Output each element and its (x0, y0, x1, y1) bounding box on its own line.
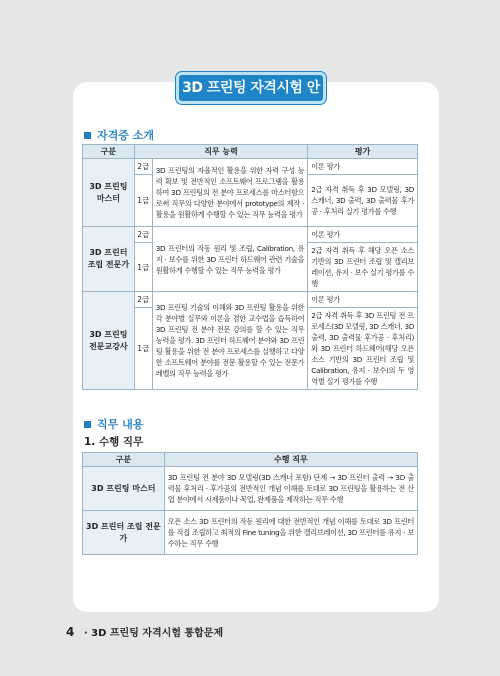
table-header-row (83, 145, 418, 159)
eval-cell: 이론 평가 (308, 227, 418, 243)
eval-cell: 2급 자격 취득 후 3D 모델링, 3D 스캐너, 3D 출력, 3D 출력물 후가공 · 후처리 실기 평가를 수행 (308, 175, 418, 227)
subsection-title: 1. 수행 직무 (84, 436, 144, 448)
level-cell: 1급 (134, 308, 152, 390)
duty-cell: 3D 프린팅 전 분야 3D 모델링(3D 스캐너 포함) 단계 → 3D 프린터 출력 → 3D 출력물 후처리 · 후가공의 전반적인 개념 이해를 토대로 3D 프린팅을 활용하는 전 산업 분야에서 시제품이나 목업, 완제품을 제작하는 직무 수행 (164, 467, 417, 511)
category-cell: 3D 프린팅 전문교강사 (83, 292, 135, 390)
ability-cell: 3D 프린팅 기술의 이해와 3D 프린팅 활용을 위한 각 분야별 실무와 이론을 겸한 교수법을 습득하여 3D 프린팅 전 분야 전문 강의를 할 수 있는 직무 능력을 평가. 3D 프린터 하드웨어 분야와 3D 프린팅 활용을 위한 전 분야 프로세스를 실행하고 다양한 소프트웨어 분야를 전문 활용할 수 있는 전문가 레벨의 직무 능력을 평가 (152, 292, 308, 390)
duty-cell: 오픈 소스 3D 프린터의 작동 원리에 대한 전반적인 개념 이해를 토대로 3D 프린터를 직접 조립하고 최적의 Fine tuning을 위한 캘리브레이션, 3D 프린터를 유지 · 보수하는 직무 수행 (164, 511, 417, 555)
category-cell: 3D 프린터 조립 전문가 (83, 227, 135, 292)
qualification-table (82, 144, 418, 390)
footer-separator: · (83, 628, 88, 639)
square-bullet-icon (84, 132, 91, 139)
level-cell: 2급 (134, 159, 152, 175)
level-cell: 2급 (134, 227, 152, 243)
eval-cell: 이론 평가 (308, 159, 418, 175)
section-duty-heading (84, 416, 143, 432)
level-cell: 1급 (134, 175, 152, 227)
category-cell: 3D 프린터 조립 전문가 (83, 511, 165, 555)
table-row (83, 227, 418, 243)
table-row (83, 511, 418, 555)
header-eval: 평가 (308, 145, 418, 159)
section-duty-title: 직무 내용 (97, 418, 144, 431)
section-qualification-title: 자격증 소개 (97, 129, 154, 142)
table-row (83, 467, 418, 511)
header-duty: 수행 직무 (164, 453, 417, 467)
page-title: 3D 프린팅 자격시험 안내 (176, 72, 326, 104)
table-row (83, 159, 418, 175)
header-category: 구분 (83, 453, 165, 467)
table-header-row (83, 453, 418, 467)
section-qualification-heading (84, 127, 154, 143)
header-category: 구분 (83, 145, 135, 159)
footer-text: 3D 프린팅 자격시험 통합문제 (91, 628, 224, 639)
table-row (83, 292, 418, 308)
eval-cell: 이론 평가 (308, 292, 418, 308)
level-cell: 2급 (134, 292, 152, 308)
category-cell: 3D 프린팅 마스터 (83, 467, 165, 511)
page-footer (66, 624, 223, 639)
category-cell: 3D 프린팅 마스터 (83, 159, 135, 227)
square-bullet-icon (84, 421, 91, 428)
page-number: 4 (66, 625, 75, 639)
ability-cell: 3D 프린터의 작동 원리 및 조립, Calibration, 유지 · 보수를 위한 3D 프린터 하드웨어 관련 기술을 원활하게 수행할 수 있는 직무 능력을 평가 (152, 227, 308, 292)
ability-cell: 3D 프린팅의 자율적인 활용을 위한 자력 구성 능력 확보 및 전반적인 소프트웨어 프로그램을 활용하여 3D 프린팅의 전 분야 프로세스를 마스터함으로써 직무의 다양한 분야에서 prototype의 제작 · 활용을 원활하게 수행할 수 있는 직무 능력을 평가 (152, 159, 308, 227)
duty-table (82, 452, 418, 555)
header-ability: 직무 능력 (134, 145, 307, 159)
level-cell: 1급 (134, 243, 152, 292)
eval-cell: 2급 자격 취득 후 3D 프린팅 전 프로세스(3D 모델링, 3D 스캐너, 3D 출력, 3D 출력물 후가공 · 후처리)와 3D 프린터 하드웨어(해당 오픈 소스 기반의 3D 프린터 조립 및 Calibration, 유지 · 보수)의 두 영역별 실기 평가를 수행 (308, 308, 418, 390)
eval-cell: 2급 자격 취득 후 해당 오픈 소스 기반의 3D 프린터 조립 및 캘리브레이션, 유지 · 보수 실기 평가를 수행 (308, 243, 418, 292)
